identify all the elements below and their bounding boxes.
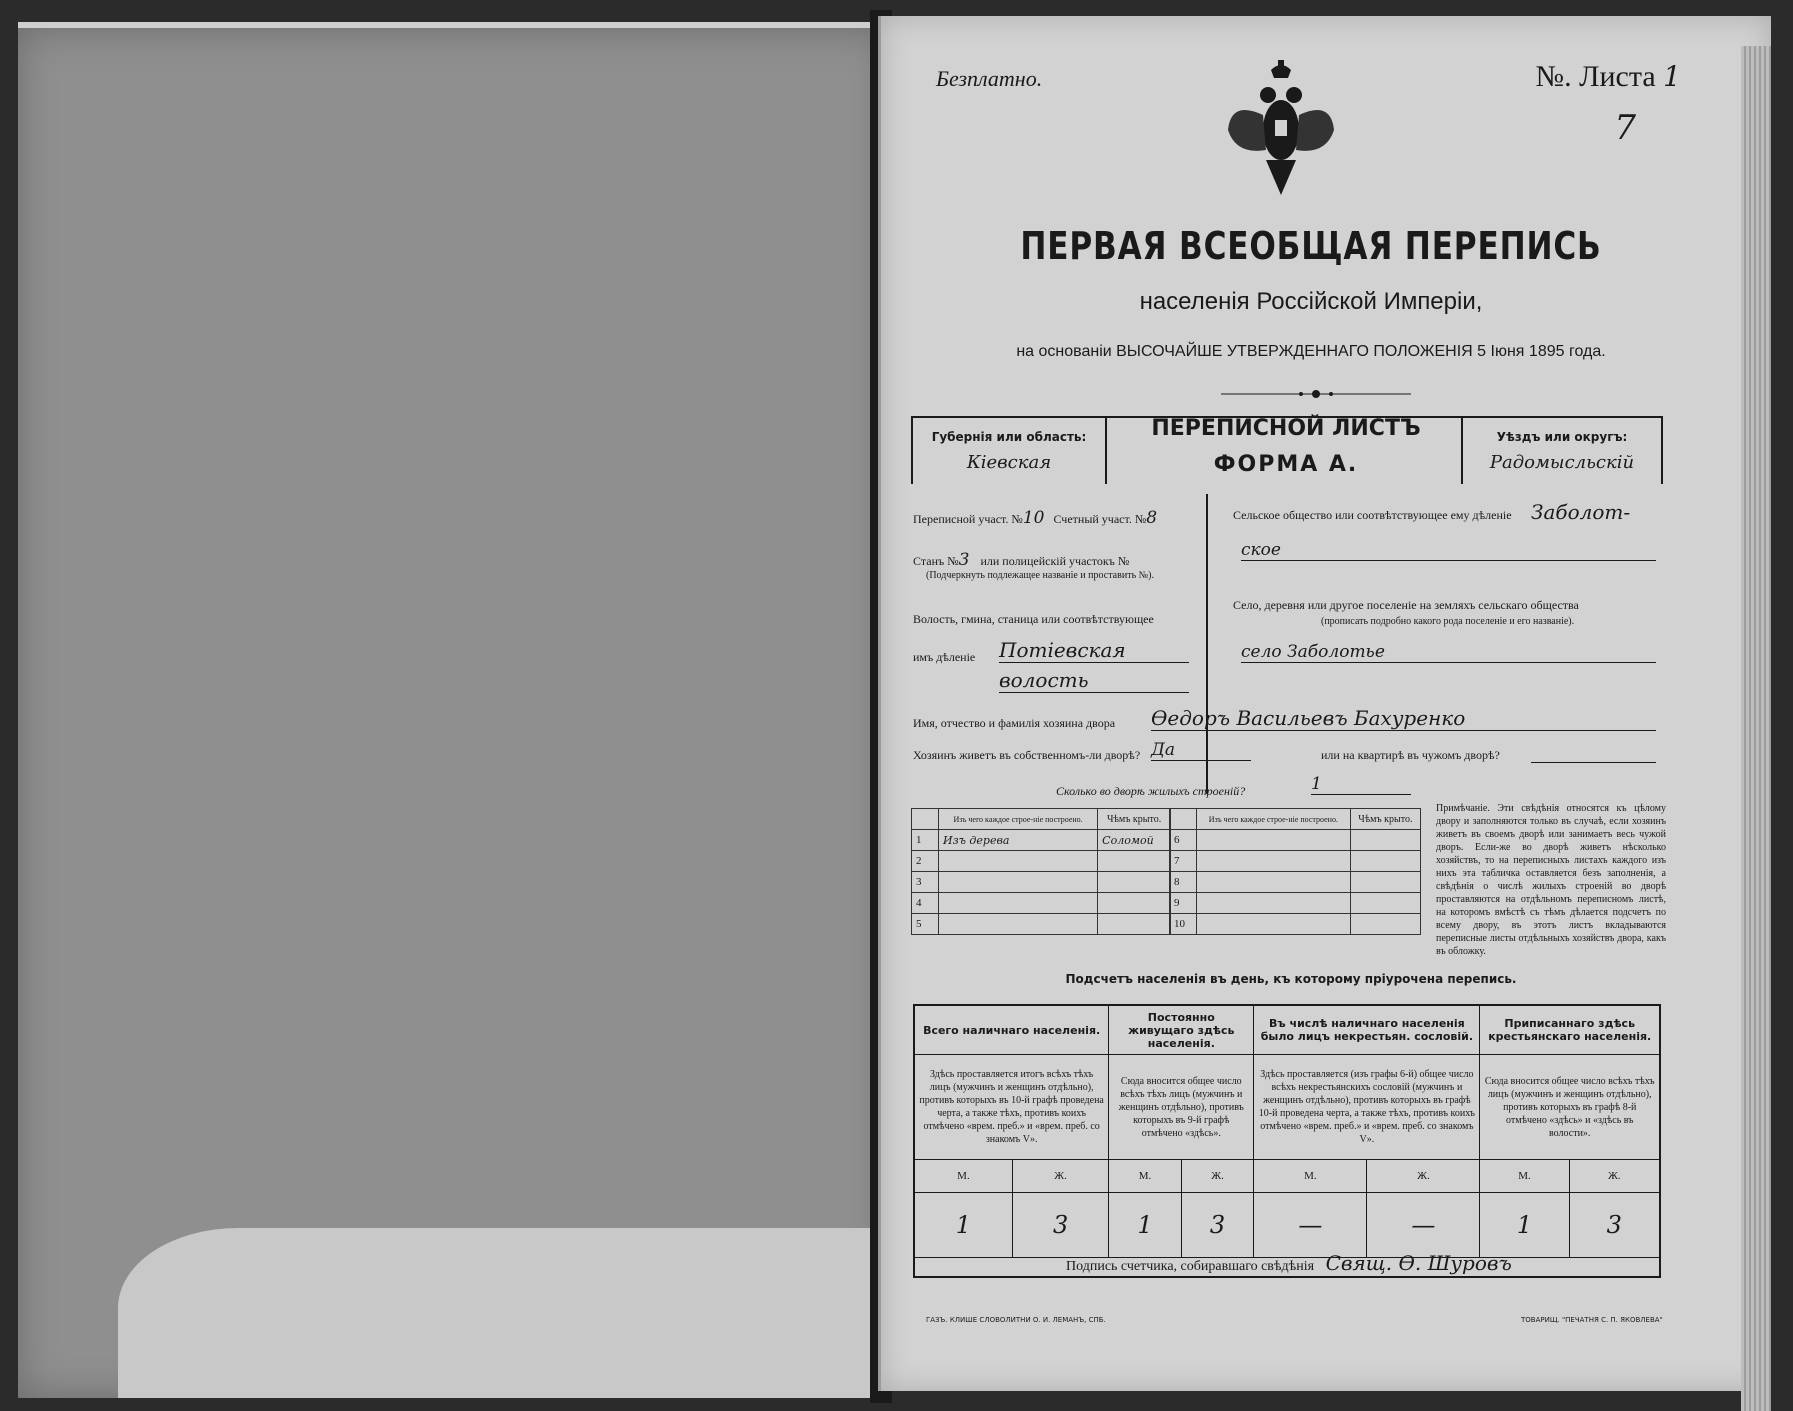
signature-label: Подпись счетчика, собиравшаго свѣдѣнія — [1066, 1259, 1315, 1274]
volost-value-2: волость — [999, 668, 1189, 693]
imperial-eagle-emblem — [1226, 60, 1336, 200]
population-count-table: Всего наличнаго населенія. Постоянно живущаго здѣсь населенія. Въ числѣ наличнаго населенія было лицъ некрестьян. сословій. Приписаннаго здѣсь крестьянскаго населенія. Здѣсь проставляется итогъ всѣхъ тѣхъ лицъ (мужчинъ и женщинъ отдѣльно), противъ которыхъ въ 10-й графѣ проведена черта, а также тѣхъ, противъ коихъ отмѣчено «врем. преб.» и «врем. преб. со знакомъ V». Сюда вносится общее число всѣхъ тѣхъ лицъ (мужчинъ и женщинъ отдѣльно), противъ которыхъ въ 9-й графѣ отмѣчено «здѣсь». Здѣсь проставляется (изъ графы 6-й) общее число всѣхъ некрестьянскихъ сословій (мужчинъ и женщинъ отдѣльно), противъ которыхъ въ графѣ 10-й проведена черта, а также тѣхъ, противъ коихъ отмѣчено «врем. преб.» и «врем. преб. со знакомъ V». Сюда вносится общее число всѣхъ тѣхъ лицъ (мужчинъ и женщинъ отдѣльно), противъ которыхъ въ графѣ 8-й отмѣчено «здѣсь» и «здѣсь въ волости». М. Ж. М. Ж. М. Ж. М. Ж. 1 3 1 3 — — 1 3 — [913, 1004, 1661, 1278]
sheet-hand-value: 1 — [1663, 60, 1681, 93]
signature-line — [1066, 1251, 1512, 1275]
underline-note: (Подчеркнуть подлежащее названіе и проставить №). — [926, 570, 1154, 581]
left-page-cover — [18, 22, 888, 1398]
form-main-title: ПЕРВАЯ ВСЕОБЩАЯ ПЕРЕПИСЬ — [1020, 224, 1602, 268]
census-section-field — [913, 508, 1157, 528]
table-row: 8 — [1170, 872, 1421, 893]
col-roof: Чѣмъ крыто. — [1098, 809, 1171, 830]
census-section-value: 10 — [1022, 508, 1045, 528]
society-value-1: Заболот- — [1531, 500, 1631, 524]
sheet-number-label — [1536, 60, 1681, 94]
count-title: Подсчетъ населенія въ день, къ которому пріурочена перепись. — [1065, 972, 1517, 986]
lives-rented-label: или на квартирѣ въ чужомъ дворѣ? — [1321, 748, 1500, 762]
lives-rented-blank — [1531, 762, 1656, 763]
table-row: 2 — [912, 851, 1171, 872]
uezd-label: Уѣздъ или округъ: — [1496, 430, 1628, 444]
table-row: 5 — [912, 914, 1171, 935]
society-value-2: ское — [1241, 540, 1656, 561]
village-note: (прописать подробно какого рода поселеніе и его названіе). — [1321, 616, 1575, 627]
uezd-box — [1461, 416, 1663, 484]
society-label: Сельское общество или соотвѣтствующее ему дѣленіе — [1233, 508, 1512, 522]
table-row: 7 — [1170, 851, 1421, 872]
stan-value: 3 — [958, 550, 970, 570]
census-section-label: Переписной участ. № — [913, 512, 1023, 526]
sheet-label: №. Листа — [1535, 60, 1656, 93]
lives-own-label: Хозяинъ живетъ въ собственномъ-ли дворѣ? — [913, 748, 1141, 762]
owner-value: Өедоръ Васильевъ Бахуренко — [1151, 706, 1656, 731]
gubernia-box — [911, 416, 1107, 484]
table-row: 3 — [912, 872, 1171, 893]
form-basis: на основаніи ВЫСОЧАЙШЕ УТВЕРЖДЕННАГО ПОЛОЖЕНІЯ 5 Іюня 1895 года. — [1016, 343, 1606, 360]
table-row: 1 Изъ дерева Соломой — [912, 830, 1171, 851]
free-label: Безплатно. — [936, 66, 1043, 91]
table-row: 4 — [912, 893, 1171, 914]
count-section-value: 8 — [1146, 508, 1158, 528]
police-label: или полицейскій участокъ № — [980, 554, 1130, 568]
ornament-divider — [1221, 388, 1411, 400]
count-values-row: 1 3 1 3 — — 1 3 — [914, 1193, 1660, 1258]
buildings-note: Примѣчаніе. Эти свѣдѣнія относятся къ цѣлому двору и заполняются только въ случаѣ, если хозяинъ живетъ въ своемъ дворѣ или занимаетъ весь чужой дворъ. Если-же во дворѣ живетъ нѣсколько хозяйствъ, то на переписныхъ листахъ каждого изъ нихъ эта табличка оставляется безъ заполненія, а свѣдѣнія о числѣ жилыхъ строеній во дворѣ проставляются на отдѣльномъ переписномъ листѣ, на которомъ вмѣстѣ съ тѣмъ дѣлается подсчетъ по всему двору, въ этотъ листъ вкладываются переписные листы отдѣльныхъ хозяйствъ двора, какъ въ обложку. — [1436, 803, 1666, 957]
owner-label: Имя, отчество и фамилія хозяина двора — [913, 716, 1116, 730]
buildings-value: 1 — [1311, 774, 1411, 795]
census-form-page — [878, 16, 1771, 1391]
page-stack-edge — [1741, 46, 1771, 1411]
count-section-label: Счетный участ. № — [1053, 512, 1147, 526]
lives-own-value: Да — [1151, 740, 1251, 761]
count-header-total: Всего наличнаго населенія. — [914, 1005, 1109, 1055]
volost-label-2: имъ дѣленіе — [913, 650, 976, 664]
col-material: Изъ чего каждое строе-ніе построено. — [939, 809, 1098, 830]
buildings-table-right: Изъ чего каждое строе-ніе построено. Чѣмъ крыто. 6 7 8 9 10 — [1169, 808, 1421, 935]
count-header-assigned: Приписаннаго здѣсь крестьянскаго населенія. — [1480, 1005, 1660, 1055]
table-row: 9 — [1170, 893, 1421, 914]
count-header-permanent: Постоянно живущаго здѣсь населенія. — [1109, 1005, 1254, 1055]
stan-field — [913, 550, 1129, 570]
table-row: 6 — [1170, 830, 1421, 851]
sheet-number-handwritten: 7 — [1614, 108, 1636, 148]
buildings-table-left — [911, 808, 1171, 935]
village-value: село Заболотье — [1241, 642, 1656, 663]
table-row: 10 — [1170, 914, 1421, 935]
footer-left: ГАЗЪ. КЛИШЕ СЛОВОЛИТНИ О. И. ЛЕМАНЪ, СПБ. — [926, 1316, 1106, 1324]
gubernia-label: Губернія или область: — [931, 430, 1087, 444]
village-label: Село, деревня или другое поселеніе на земляхъ сельскаго общества — [1233, 598, 1579, 612]
buildings-label: Сколько во дворѣ жилыхъ строеній? — [1056, 784, 1246, 798]
form-subtitle: населенія Россійской Имперіи, — [1139, 288, 1483, 315]
form-sheet-title: ПЕРЕПИСНОЙ ЛИСТЪ — [1151, 416, 1421, 441]
stan-label: Станъ № — [913, 554, 959, 568]
uezd-value: Радомысльскій — [1489, 452, 1635, 473]
gubernia-value: Кіевская — [966, 452, 1052, 473]
volost-label-1: Волость, гмина, станица или соотвѣтствующее — [913, 612, 1154, 626]
count-header-nonpeasant: Въ числѣ наличнаго населенія было лицъ некрестьян. сословій. — [1254, 1005, 1480, 1055]
form-sheet-subtitle: ФОРМА А. — [1213, 452, 1359, 477]
signature-value: Свящ. Ө. Шуровъ — [1325, 1251, 1512, 1275]
volost-value-1: Потіевская — [999, 638, 1189, 663]
footer-right: ТОВАРИЩ. "ПЕЧАТНЯ С. П. ЯКОВЛЕВА" — [1521, 1316, 1663, 1324]
